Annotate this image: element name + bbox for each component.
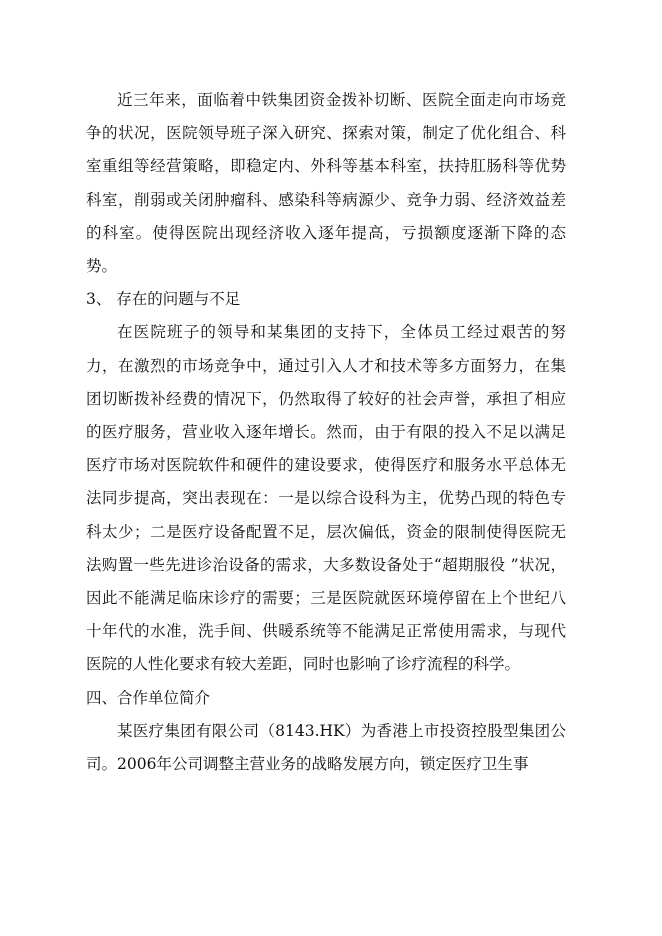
document-body xyxy=(86,84,566,781)
paragraph-partner-intro: 某医疗集团有限公司（8143.HK）为香港上市投资控股型集团公司。2006年公司调整主营业务的战略发展方向，锁定医疗卫生事 xyxy=(86,721,566,774)
heading-problems: 3、 存在的问题与不足 xyxy=(86,290,241,309)
paragraph-problems: 在医院班子的领导和某集团的支持下，全体员工经过艰苦的努力，在激烈的市场竞争中，通过引入人才和技术等多方面努力，在集团切断拨补经费的情况下，仍然取得了较好的社会声誉，承担了相应的医疗服务，营业收入逐年增长。然而，由于有限的投入不足以满足医疗市场对医院软件和硬件的建设要求，使得医疗和服务水平总体无法同步提高，突出表现在：一是以综合设科为主，优势凸现的特色专科太少；二是医疗设备配置不足，层次偏低，资金的限制使得医院无法购置一些先进诊治设备的需求，大多数设备处于“超期服役 ”状况，因此不能满足临床诊疗的需要；三是医院就医环境停留在上个世纪八十年代的水准，洗手间、供暖系统等不能满足正常使用需求，与现代医院的人性化要求有较大差距，同时也影响了诊疗流程的科学。 xyxy=(86,323,566,674)
heading-partner-intro: 四、合作单位简介 xyxy=(86,688,211,707)
paragraph-hospital-strategy: 近三年来，面临着中铁集团资金拨补切断、医院全面走向市场竞争的状况，医院领导班子深入研究、探索对策，制定了优化组合、科室重组等经营策略，即稳定内、外科等基本科室，扶持肛肠科等优势科室，削弱或关闭肿瘤科、感染科等病源少、竞争力弱、经济效益差的科室。使得医院出现经济收入逐年提高，亏损额度逐渐下降的态势。 xyxy=(86,91,566,276)
